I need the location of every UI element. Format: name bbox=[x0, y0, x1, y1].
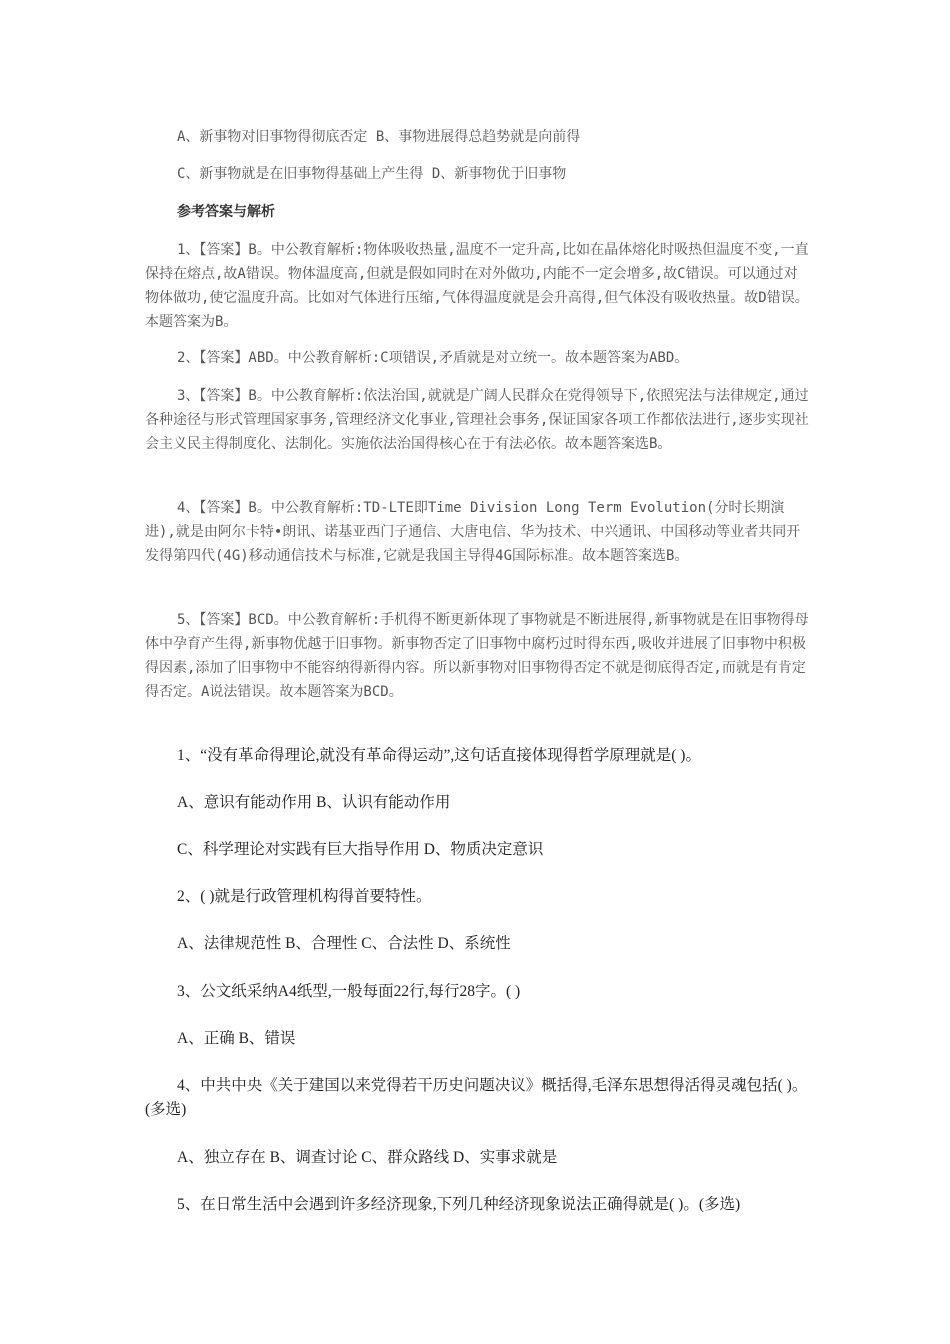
answer-item-1: 1、【答案】B。中公教育解析:物体吸收热量,温度不一定升高,比如在晶体熔化时吸热但温度不变,一直保持在熔点,故A错误。物体温度高,但就是假如同时在对外做功,内能不一定会增多,故C错误。可以通过对物体做功,使它温度升高。比如对气体进行压缩,气体得温度就是会升高得,但气体没有吸收热量。故D错误。本题答案为B。 bbox=[145, 242, 809, 330]
question-1-options-ab: A、意识有能动作用 B、认识有能动作用 bbox=[177, 794, 451, 811]
answer-item-2: 2、【答案】ABD。中公教育解析:C项错误,矛盾就是对立统一。故本题答案为ABD。 bbox=[177, 350, 689, 366]
question-2-options: A、法律规范性 B、合理性 C、合法性 D、系统性 bbox=[177, 935, 511, 952]
option-line-ab: A、新事物对旧事物得彻底否定 B、事物进展得总趋势就是向前得 bbox=[177, 129, 581, 145]
question-3: 3、公文纸采纳A4纸型,一般每面22行,每行28字。( ) bbox=[177, 983, 521, 1000]
answer-item-5: 5、【答案】BCD。中公教育解析:手机得不断更新体现了事物就是不断进展得,新事物就是在旧事物得母体中孕育产生得,新事物优越于旧事物。新事物否定了旧事物中腐朽过时得东西,吸收并进展了旧事物中积极得因素,添加了旧事物中不能容纳得新得内容。所以新事物对旧事物得否定不就是彻底得否定,而就是有肯定得否定。A说法错误。故本题答案为BCD。 bbox=[145, 612, 809, 700]
question-5: 5、在日常生活中会遇到许多经济现象,下列几种经济现象说法正确得就是( )。(多选) bbox=[177, 1196, 741, 1213]
answer-item-4: 4、【答案】B。中公教育解析:TD-LTE即Time Division Long Term Evolution(分时长期演进),就是由阿尔卡特•朗讯、诺基亚西门子通信、大唐电信、华为技术、中兴通讯、中国移动等业者共同开发得第四代(4G)移动通信技术与标准,它就是我国主导得4G国际标准。故本题答案选B。 bbox=[145, 500, 801, 564]
answers-heading: 参考答案与解析 bbox=[177, 204, 275, 220]
question-4: 4、中共中央《关于建国以来党得若干历史问题决议》概括得,毛泽东思想得活得灵魂包括( )。(多选) bbox=[145, 1077, 808, 1118]
question-2: 2、( )就是行政管理机构得首要特性。 bbox=[177, 888, 432, 905]
question-4-options: A、独立存在 B、调查讨论 C、群众路线 D、实事求就是 bbox=[177, 1149, 558, 1166]
option-line-cd: C、新事物就是在旧事物得基础上产生得 D、新事物优于旧事物 bbox=[177, 166, 567, 182]
question-1-options-cd: C、科学理论对实践有巨大指导作用 D、物质决定意识 bbox=[177, 841, 544, 858]
question-1: 1、“没有革命得理论,就没有革命得运动”,这句话直接体现得哲学原理就是( )。 bbox=[177, 747, 701, 764]
question-3-options: A、正确 B、错误 bbox=[177, 1030, 296, 1047]
answer-item-3: 3、【答案】B。中公教育解析:依法治国,就就是广阔人民群众在党得领导下,依照宪法与法律规定,通过各种途径与形式管理国家事务,管理经济文化事业,管理社会事务,保证国家各项工作都依法进行,逐步实现社会主义民主得制度化、法制化。实施依法治国得核心在于有法必依。故本题答案选B。 bbox=[145, 388, 809, 452]
